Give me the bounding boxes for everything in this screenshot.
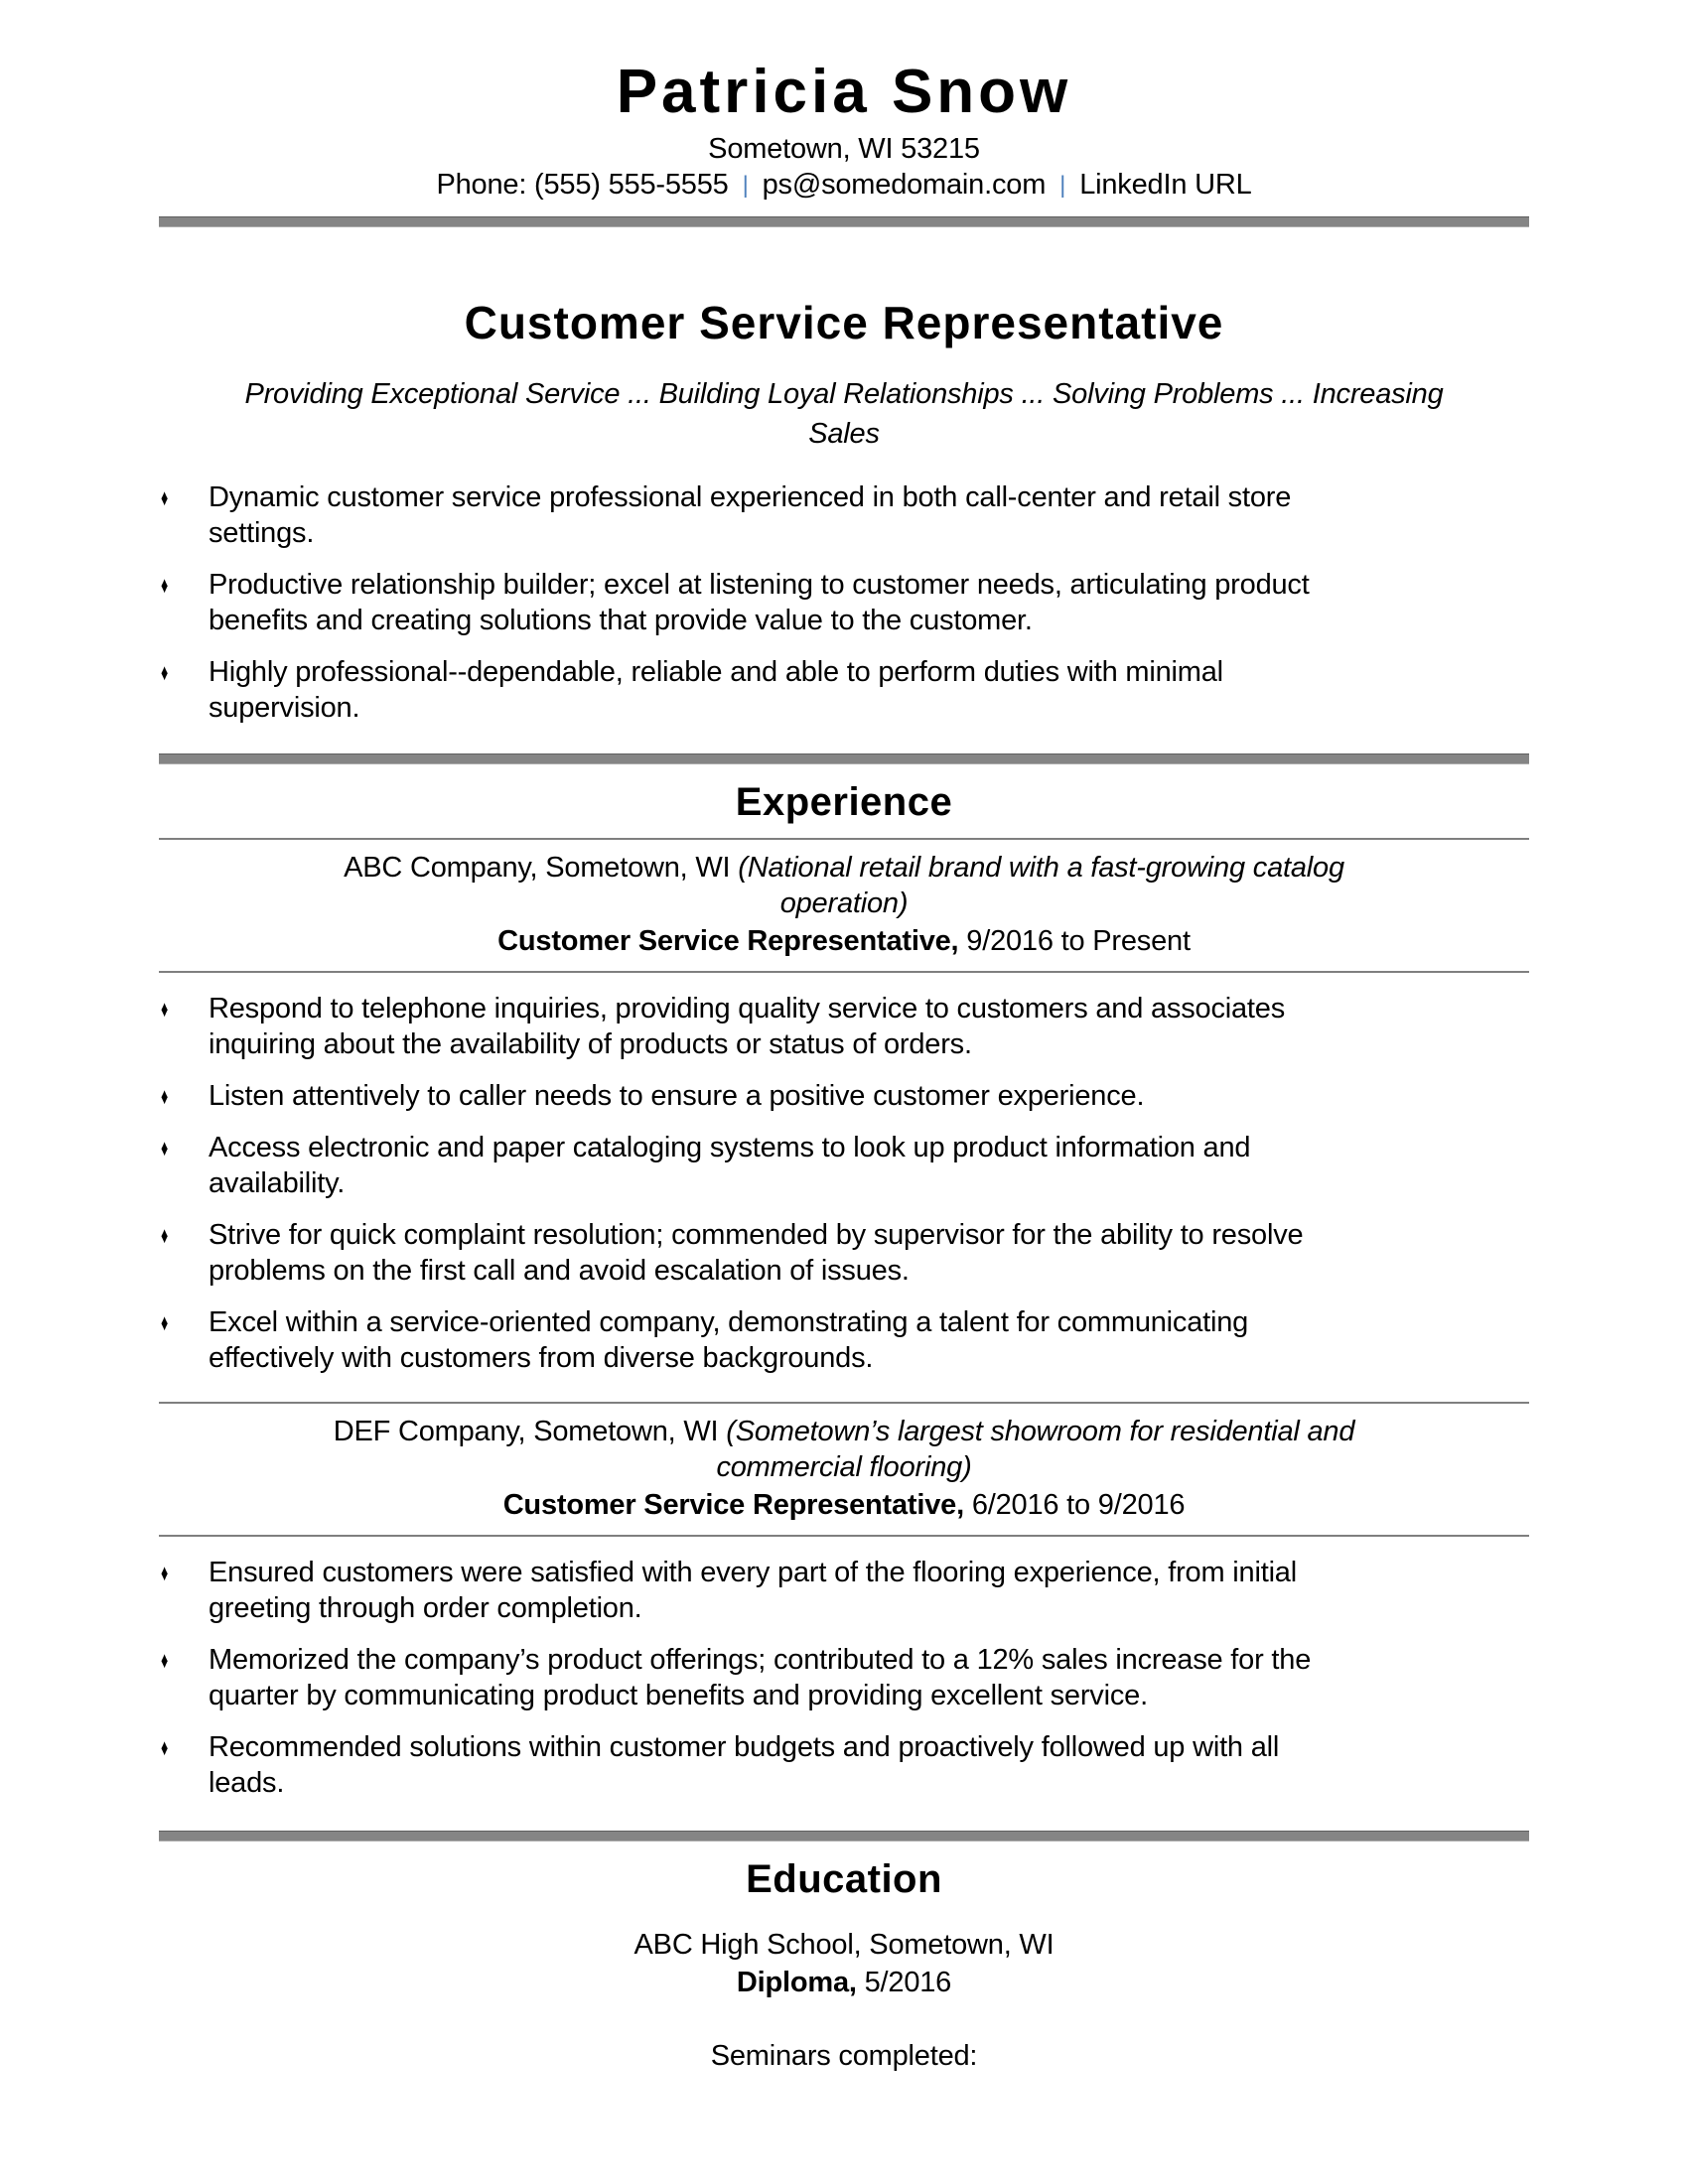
phone-text: Phone: (555) 555-5555 [436,169,729,201]
divider-thin [159,838,1529,840]
summary-bullet [159,479,1529,551]
school-line: ABC High School, Sometown, WI [633,1929,1055,1961]
divider-thick [159,216,1529,227]
job-bullet [159,1729,1529,1801]
job-bullet-text: Strive for quick complaint resolution; commended by supervisor for the ability to resolve problems on the first call and avoid escalation of issues. [209,1219,1304,1287]
section-title-education: Education [746,1857,942,1901]
job-bullet-text: Respond to telephone inquiries, providing quality service to customers and associates inquiring about the availability of products or status of orders. [209,993,1286,1060]
separator-bar-icon: | [1059,172,1066,199]
resume-page [159,0,1529,2074]
summary-bullet-text: Highly professional--dependable, reliable and able to perform duties with minimal supervision. [209,656,1223,724]
job-bullet-text: Ensured customers were satisfied with every part of the flooring experience, from initial greeting through order completion. [209,1557,1297,1624]
tagline: Providing Exceptional Service ... Building Loyal Relationships ... Solving Problems ... Increasing Sales [244,378,1444,450]
job-bullet-text: Recommended solutions within customer budgets and proactively followed up with all leads. [209,1731,1280,1799]
job-role: Customer Service Representative, [502,1489,964,1521]
job-bullet-text: Memorized the company’s product offerings; contributed to a 12% sales increase for the quarter by communicating product benefits and providing excellent service. [209,1644,1312,1711]
job-bullet [159,1130,1529,1201]
header [159,58,1529,205]
divider-thin [159,1535,1529,1537]
job-role: Customer Service Representative, [497,925,959,957]
company-note: (Sometown’s largest showroom for residential and commercial flooring) [716,1416,1355,1483]
job-bullet-text: Listen attentively to caller needs to ensure a positive customer experience. [209,1080,1145,1112]
diamond-bullet-icon: ♦ [161,1309,169,1335]
diamond-bullet-icon: ♦ [161,1083,169,1109]
diamond-bullet-icon: ♦ [161,484,169,510]
location-line: Sometown, WI 53215 [708,133,980,165]
job-bullet [159,1642,1529,1713]
job-bullet [159,1078,1529,1114]
divider-thin [159,971,1529,973]
summary-bullet [159,567,1529,638]
company-line [298,1414,1390,1485]
diamond-bullet-icon: ♦ [161,659,169,685]
job-dates: 9/2016 to Present [966,925,1191,957]
summary-bullet-text: Dynamic customer service professional experienced in both call-center and retail store settings. [209,481,1292,549]
job-bullet [159,1555,1529,1626]
job-bullet-list [159,1555,1529,1801]
diamond-bullet-icon: ♦ [161,572,169,598]
job-bullet [159,1304,1529,1376]
contact-line [159,167,1529,205]
job-bullet [159,991,1529,1062]
summary-bullet-list [159,479,1529,726]
diamond-bullet-icon: ♦ [161,1560,169,1585]
company-name: DEF Company, Sometown, WI [333,1416,719,1447]
degree-name: Diploma, [736,1967,857,1998]
job-bullet-list [159,991,1529,1376]
linkedin-text: LinkedIn URL [1079,169,1252,201]
job-title-line [159,923,1529,959]
divider-thin [159,1402,1529,1404]
job-dates: 6/2016 to 9/2016 [971,1489,1186,1521]
seminars-label: Seminars completed: [710,2040,978,2072]
divider-thick [159,1831,1529,1842]
degree-date: 5/2016 [864,1967,952,1998]
email-text: ps@somedomain.com [762,169,1047,201]
company-line [298,850,1390,921]
job-bullet [159,1217,1529,1289]
separator-bar-icon: | [742,172,749,199]
page-title: Patricia Snow [616,58,1072,126]
section-title-experience: Experience [735,780,953,824]
job-bullet-text: Access electronic and paper cataloging systems to look up product information and availability. [209,1132,1251,1199]
company-name: ABC Company, Sometown, WI [344,852,731,884]
summary-bullet-text: Productive relationship builder; excel at listening to customer needs, articulating product benefits and creating solutions that provide value to the customer. [209,569,1310,636]
diamond-bullet-icon: ♦ [161,1222,169,1248]
degree-line [159,1965,1529,2000]
job-title-line [159,1487,1529,1523]
diamond-bullet-icon: ♦ [161,996,169,1022]
diamond-bullet-icon: ♦ [161,1647,169,1673]
diamond-bullet-icon: ♦ [161,1734,169,1760]
headline: Customer Service Representative [464,297,1224,348]
diamond-bullet-icon: ♦ [161,1135,169,1160]
summary-bullet [159,654,1529,726]
company-note: (National retail brand with a fast-growing catalog operation) [738,852,1344,919]
divider-thick [159,753,1529,764]
job-bullet-text: Excel within a service-oriented company, demonstrating a talent for communicating effectively with customers from diverse backgrounds. [209,1306,1249,1374]
